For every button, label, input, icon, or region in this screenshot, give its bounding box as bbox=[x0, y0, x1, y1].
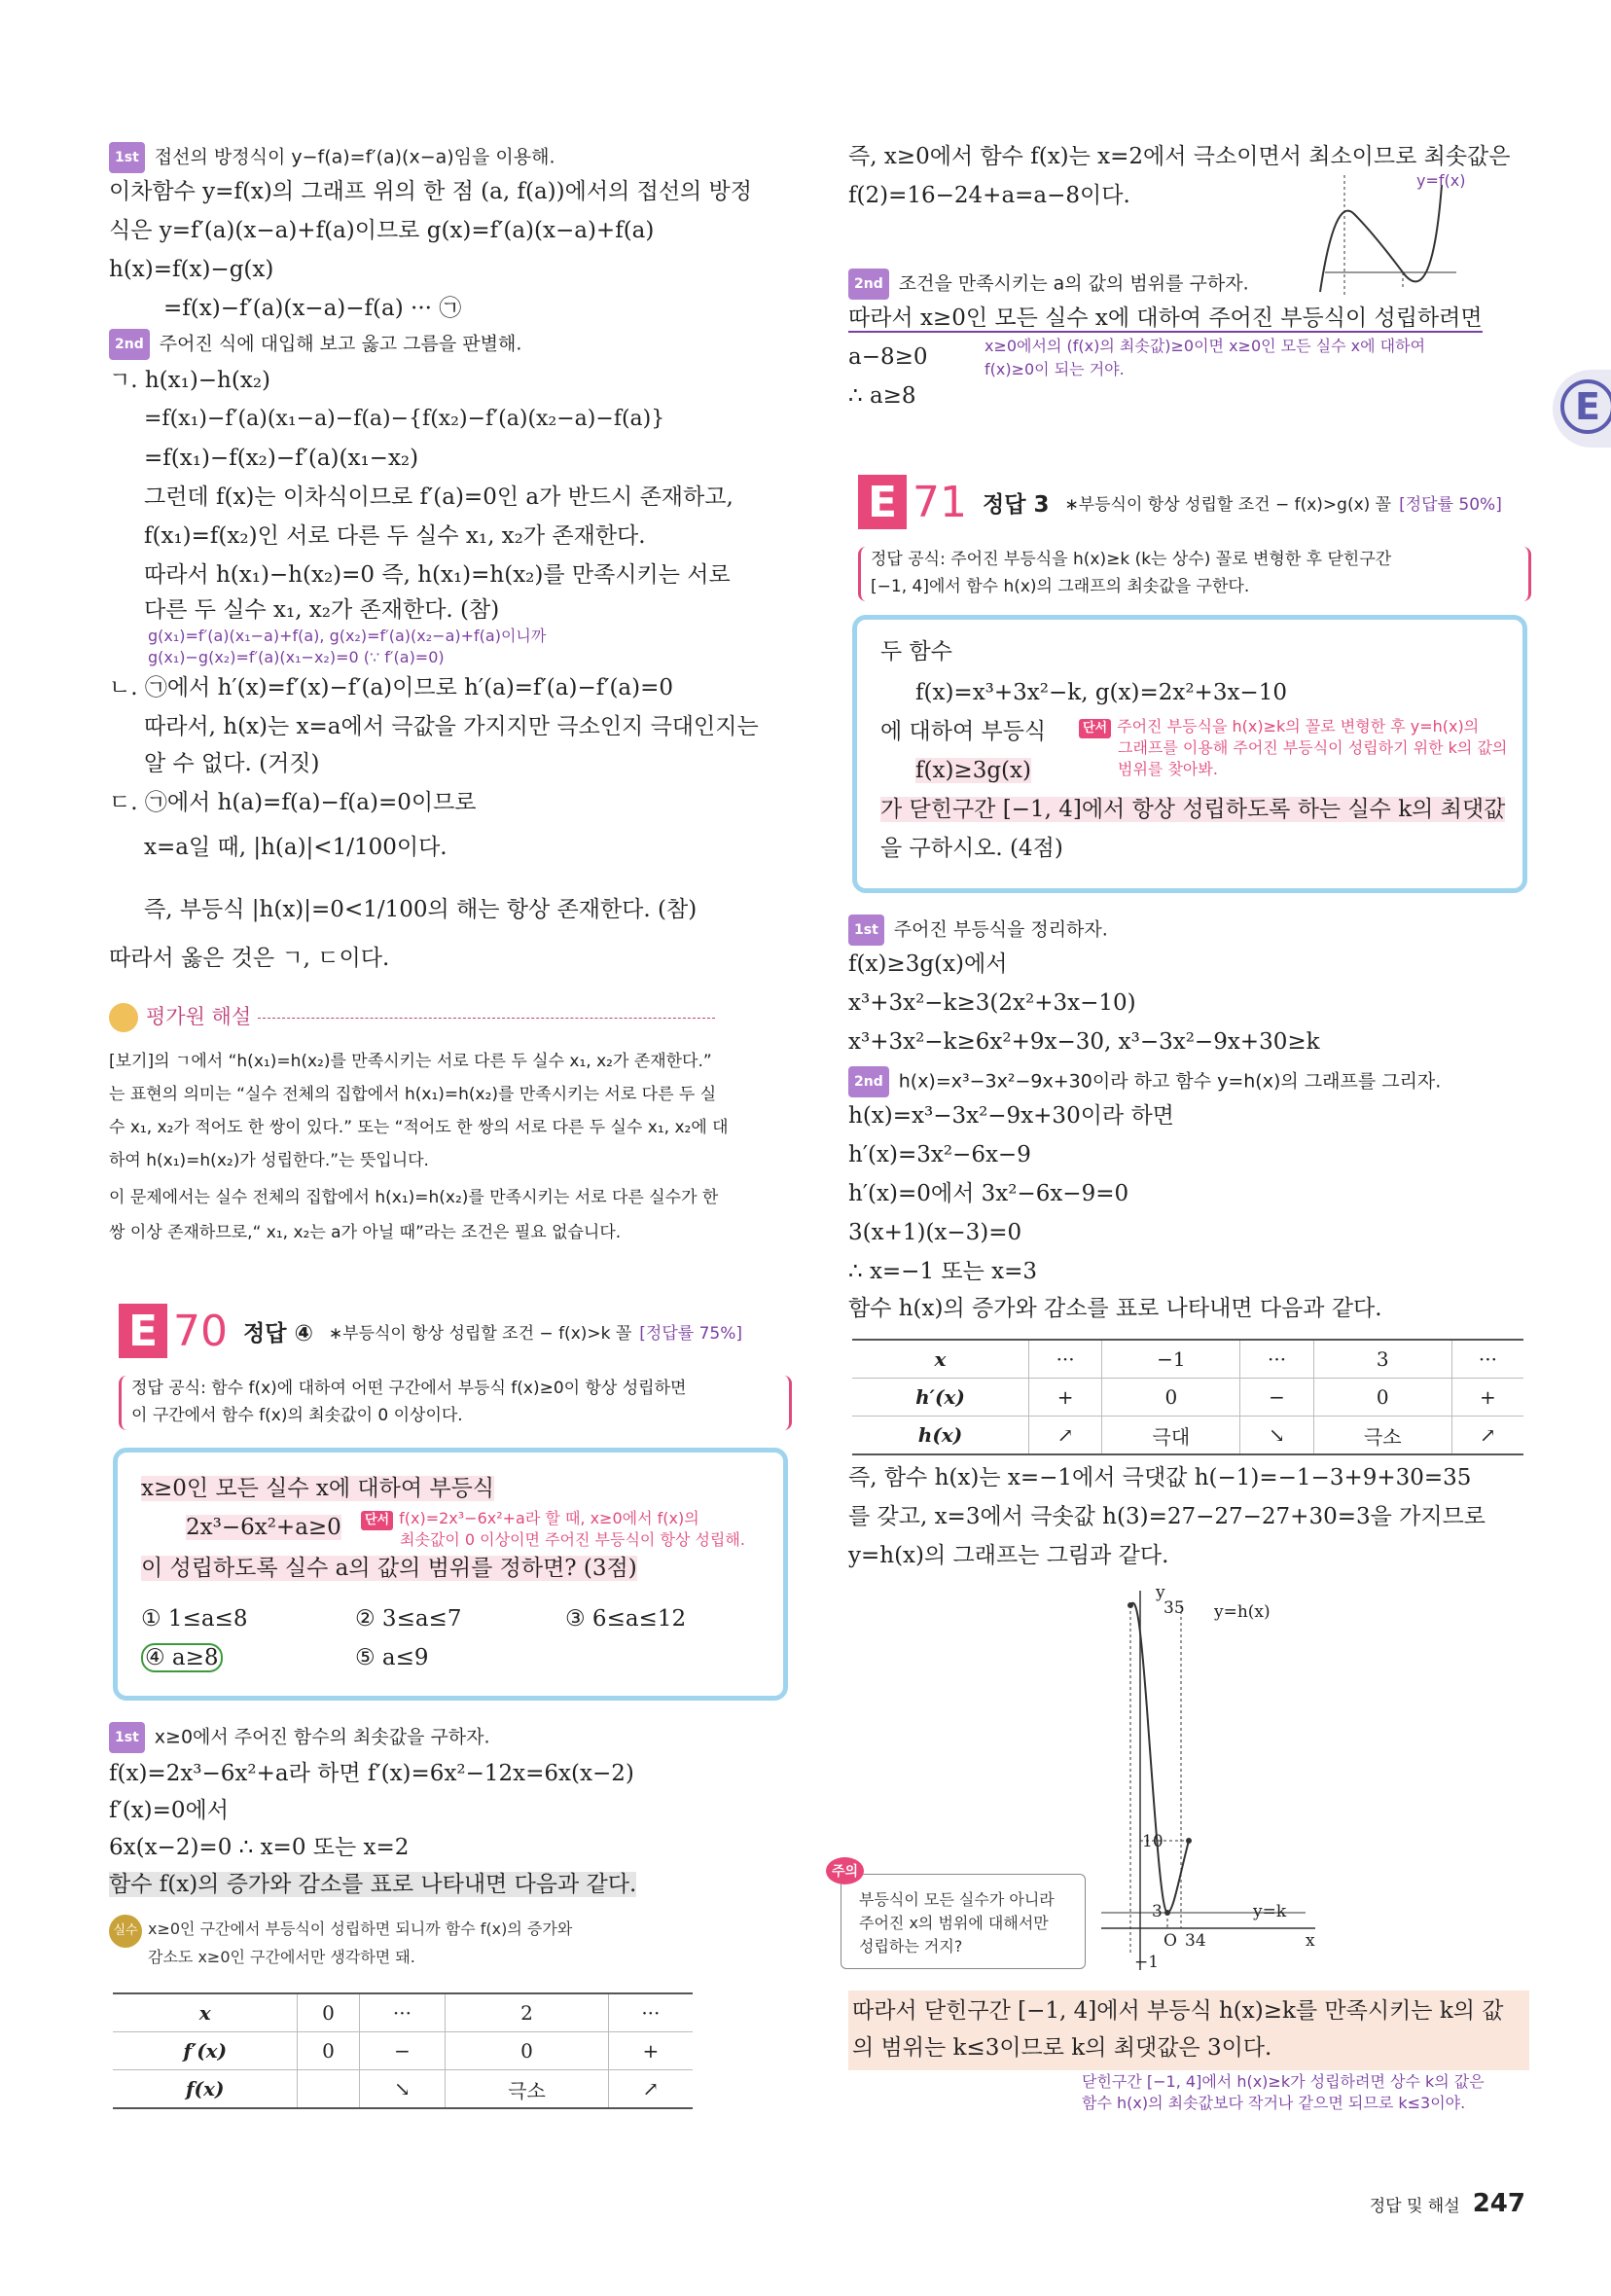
text-line: a−8≥0 bbox=[848, 344, 928, 370]
highlight-text: 함수 f(x)의 증가와 감소를 표로 나타내면 다음과 같다. bbox=[109, 1872, 637, 1897]
owl-icon bbox=[109, 1003, 138, 1032]
text-line: x³+3x²−k≥3(2x²+3x−10) bbox=[848, 990, 1136, 1016]
dan-note bbox=[361, 1509, 699, 1530]
text-line: y=h(x)의 그래프는 그림과 같다. bbox=[848, 1543, 1169, 1568]
dan-text: f(x)=2x³−6x²+a라 할 때, x≥0에서 f(x)의 bbox=[399, 1509, 699, 1527]
side-note: 닫힌구간 [−1, 4]에서 h(x)≥k가 성립하려면 상수 k의 값은 bbox=[1082, 2072, 1485, 2091]
choice[interactable]: ② 3≤a≤7 bbox=[355, 1606, 462, 1632]
line-label: y=k bbox=[1253, 1902, 1287, 1921]
table-cell: ··· bbox=[1240, 1340, 1313, 1379]
text-line: 를 갖고, x=3에서 극솟값 h(3)=27−27−27+30=3을 가지므로 bbox=[848, 1504, 1486, 1529]
text-line: =f(x₁)−f(x₂)−f′(a)(x₁−x₂) bbox=[144, 446, 419, 471]
question-line: 을 구하시오. (4점) bbox=[880, 836, 1063, 861]
table-row bbox=[113, 1993, 693, 2032]
step-badge: 2nd bbox=[848, 269, 889, 300]
step-2nd bbox=[848, 269, 1249, 300]
text-line: h′(x)=3x²−6x−9 bbox=[848, 1142, 1031, 1167]
h-graph bbox=[1101, 1586, 1335, 1975]
answer: 정답 3 bbox=[983, 491, 1050, 518]
text-line: ∴ x=−1 또는 x=3 bbox=[848, 1259, 1038, 1284]
text-line: 함수 h(x)의 증가와 감소를 표로 나타내면 다음과 같다. bbox=[848, 1296, 1382, 1321]
step-text: x≥0에서 주어진 함수의 최솟값을 구하자. bbox=[154, 1726, 490, 1748]
table-cell: − bbox=[1240, 1379, 1313, 1417]
step-1st bbox=[848, 915, 1108, 946]
table-cell: 0 bbox=[1102, 1379, 1240, 1417]
step-text: 주어진 식에 대입해 보고 옳고 그름을 판별해. bbox=[159, 333, 522, 355]
side-note: 함수 h(x)의 최솟값보다 작거나 같으면 되므로 k≤3이야. bbox=[1082, 2094, 1466, 2112]
text-line: f(x)≥3g(x)에서 bbox=[848, 951, 1008, 977]
accuracy-rate: [정답률 50%] bbox=[1399, 494, 1502, 515]
table-cell: f′(x) bbox=[183, 2039, 228, 2063]
table-cell: −1 bbox=[1102, 1340, 1240, 1379]
table-cell: 0 bbox=[298, 1993, 359, 2032]
text-line: 다른 두 실수 x₁, x₂가 존재한다. (참) bbox=[144, 597, 500, 623]
section-tab bbox=[1553, 370, 1611, 448]
caution-text: 주어진 x의 범위에 대해서만 bbox=[859, 1914, 1049, 1932]
curve-label: y=h(x) bbox=[1214, 1602, 1271, 1622]
underlined-text: 따라서 x≥0인 모든 실수 x에 대하여 주어진 부등식이 성립하려면 bbox=[848, 305, 1483, 331]
text-line: 알 수 없다. (거짓) bbox=[144, 751, 320, 776]
text-line: f(x)=2x³−6x²+a라 하면 f′(x)=6x²−12x=6x(x−2) bbox=[109, 1761, 634, 1786]
caution-badge: 주의 bbox=[826, 1857, 864, 1884]
text-line: =f(x₁)−f′(a)(x₁−a)−f(a)−{f(x₂)−f′(a)(x₂−a)−f(a)} bbox=[144, 407, 665, 431]
text-line: h′(x)=0에서 3x²−6x−9=0 bbox=[848, 1181, 1129, 1206]
hint-box bbox=[858, 547, 1531, 601]
hint-line: 이 구간에서 함수 f(x)의 최솟값이 0 이상이다. bbox=[131, 1406, 463, 1425]
text-line: =f(x)−f′(a)(x−a)−f(a) ··· ㉠ bbox=[163, 296, 462, 321]
table-row bbox=[113, 2032, 693, 2070]
text-line: 즉, 부등식 |h(x)|=0<1/100의 해는 항상 존재한다. (참) bbox=[144, 897, 698, 922]
question-text: x≥0인 모든 실수 x에 대하여 부등식 bbox=[141, 1476, 495, 1501]
text-line: 즉, x≥0에서 함수 f(x)는 x=2에서 극소이면서 최소이므로 최솟값은 bbox=[848, 144, 1511, 169]
hint-box bbox=[119, 1376, 792, 1430]
choice-correct[interactable] bbox=[141, 1643, 223, 1672]
table-cell: h′(x) bbox=[915, 1385, 965, 1409]
step-text: h(x)=x³−3x²−9x+30이라 하고 함수 y=h(x)의 그래프를 그리자. bbox=[898, 1070, 1442, 1093]
dan-note: 그래프를 이용해 주어진 부등식이 성립하기 위한 k의 값의 bbox=[1118, 738, 1508, 757]
side-note: f(x)≥0이 되는 거야. bbox=[984, 360, 1125, 378]
eval-title: 평가원 해설 bbox=[146, 1005, 252, 1028]
section-tab-letter: E bbox=[1560, 379, 1611, 434]
origin-label: O bbox=[1164, 1931, 1177, 1951]
table-cell: ··· bbox=[1451, 1340, 1523, 1379]
text-line: h(x)=f(x)−g(x) bbox=[109, 257, 274, 282]
table-cell: x bbox=[198, 2001, 211, 2025]
question-line: 에 대하여 부등식 bbox=[880, 719, 1047, 744]
text-line: h(x)=x³−3x²−9x+30이라 하면 bbox=[848, 1103, 1174, 1129]
question-line bbox=[186, 1513, 341, 1542]
table-cell: + bbox=[608, 2032, 693, 2070]
problem-number: 70 bbox=[173, 1306, 228, 1356]
side-note: x≥0에서의 (f(x)의 최솟값)≥0이면 x≥0인 모든 실수 x에 대하여 bbox=[984, 337, 1426, 355]
step-badge: 1st bbox=[109, 142, 145, 173]
table-cell: + bbox=[1451, 1379, 1523, 1417]
answer: 정답 ④ bbox=[243, 1320, 313, 1346]
text-line: x=a일 때, |h(a)|<1/100이다. bbox=[144, 835, 448, 860]
eval-heading bbox=[109, 1002, 715, 1032]
question-line bbox=[915, 756, 1031, 785]
tip-text: x≥0인 구간에서 부등식이 성립하면 되니까 함수 f(x)의 증가와 bbox=[148, 1919, 573, 1938]
problem-box bbox=[113, 1448, 788, 1701]
problem-number: 71 bbox=[913, 477, 967, 527]
text-line: 따라서 옳은 것은 ㄱ, ㄷ이다. bbox=[109, 946, 390, 971]
dan-text: 주어진 부등식을 h(x)≥k의 꼴로 변형한 후 y=h(x)의 bbox=[1117, 717, 1480, 735]
caution-box bbox=[832, 1864, 1086, 1969]
question-line: 두 함수 bbox=[880, 639, 952, 664]
question-line bbox=[880, 795, 1505, 824]
text-line: 즉, 함수 h(x)는 x=−1에서 극댓값 h(−1)=−1−3+9+30=35 bbox=[848, 1465, 1472, 1490]
problem-71-header bbox=[858, 475, 1502, 529]
tip-text: 감소도 x≥0인 구간에서만 생각하면 돼. bbox=[148, 1948, 415, 1966]
conclusion-text: 따라서 닫힌구간 [−1, 4]에서 부등식 h(x)≥k를 만족시키는 k의 값 bbox=[852, 1998, 1504, 2024]
step-2nd bbox=[848, 1066, 1441, 1097]
e-badge: E bbox=[858, 475, 907, 529]
variation-table bbox=[113, 1992, 693, 2109]
tick-label: −1 bbox=[1134, 1953, 1160, 1972]
eval-text: 이 문제에서는 실수 전체의 집합에서 h(x₁)=h(x₂)를 만족시키는 서로 다른 실수가 한 bbox=[109, 1188, 719, 1207]
text-line: 따라서, h(x)는 x=a에서 극값을 가지지만 극소인지 극대인지는 bbox=[144, 714, 759, 739]
text-line: f′(x)=0에서 bbox=[109, 1798, 229, 1823]
text-line bbox=[109, 1870, 636, 1899]
dan-note: 범위를 찾아봐. bbox=[1118, 760, 1218, 778]
caution-text: 부등식이 모든 실수가 아니라 bbox=[859, 1890, 1055, 1909]
table-row bbox=[852, 1379, 1523, 1417]
text-line: x³+3x²−k≥6x²+9x−30, x³−3x²−9x+30≥k bbox=[848, 1029, 1320, 1055]
step-1st bbox=[109, 142, 555, 173]
text-line: 그런데 f(x)는 이차식이므로 f′(a)=0인 a가 반드시 존재하고, bbox=[144, 484, 734, 510]
table-row bbox=[852, 1417, 1523, 1455]
text-line bbox=[848, 304, 1483, 333]
table-row bbox=[113, 2070, 693, 2109]
table-cell: ↗ bbox=[1451, 1417, 1523, 1455]
text-line: f(x₁)=f(x₂)인 서로 다른 두 실수 x₁, x₂가 존재한다. bbox=[144, 523, 646, 549]
text-line: ∴ a≥8 bbox=[848, 383, 916, 409]
conclusion-box bbox=[848, 1991, 1529, 2070]
table-cell: x bbox=[934, 1347, 947, 1371]
footer-section: 정답 및 해설 bbox=[1369, 2197, 1460, 2216]
topic: ∗부등식이 항상 성립할 조건 − f(x)>g(x) 꼴 bbox=[1064, 494, 1392, 515]
tick-label: 3 bbox=[1152, 1902, 1163, 1921]
step-badge: 2nd bbox=[848, 1066, 889, 1097]
dan-note bbox=[1079, 717, 1479, 738]
page-number: 247 bbox=[1472, 2189, 1525, 2218]
axis-label-x: x bbox=[1306, 1931, 1315, 1951]
table-cell: 극소 bbox=[1313, 1417, 1451, 1455]
question-line: f(x)=x³+3x²−k, g(x)=2x²+3x−10 bbox=[915, 680, 1287, 705]
e-badge: E bbox=[119, 1304, 167, 1358]
eval-text: 쌍 이상 존재하므로,“ x₁, x₂는 a가 아닐 때”라는 조건은 필요 없습니다. bbox=[109, 1223, 622, 1242]
dan-note: 최솟값이 0 이상이면 주어진 부등식이 항상 성립해. bbox=[400, 1530, 745, 1549]
problem-box bbox=[852, 615, 1527, 893]
choice[interactable]: ① 1≤a≤8 bbox=[141, 1606, 248, 1632]
step-text: 조건을 만족시키는 a의 값의 범위를 구하자. bbox=[898, 272, 1249, 295]
choice-text: ④ a≥8 bbox=[141, 1643, 223, 1672]
step-2nd bbox=[109, 329, 521, 360]
side-note: g(x₁)−g(x₂)=f′(a)(x₁−x₂)=0 (∵ f′(a)=0) bbox=[148, 648, 445, 666]
table-cell: + bbox=[1028, 1379, 1101, 1417]
question-line bbox=[141, 1554, 637, 1583]
variation-table bbox=[852, 1339, 1523, 1455]
text-line: 3(x+1)(x−3)=0 bbox=[848, 1220, 1022, 1245]
eval-text: 는 표현의 의미는 “실수 전체의 집합에서 h(x₁)=h(x₂)를 만족시키는 서로 다른 두 실 bbox=[109, 1085, 717, 1104]
table-cell: f(x) bbox=[185, 2077, 225, 2100]
step-1st bbox=[109, 1722, 490, 1753]
tip-note bbox=[109, 1915, 572, 1948]
table-cell: ↗ bbox=[608, 2070, 693, 2109]
choice[interactable]: ③ 6≤a≤12 bbox=[565, 1606, 687, 1632]
table-row bbox=[852, 1340, 1523, 1379]
conclusion-text: 의 범위는 k≤3이므로 k의 최댓값은 3이다. bbox=[852, 2035, 1272, 2061]
question-text: 2x³−6x²+a≥0 bbox=[186, 1515, 341, 1540]
table-cell: ··· bbox=[1028, 1340, 1101, 1379]
table-cell bbox=[298, 2070, 359, 2109]
table-cell: ↗ bbox=[1028, 1417, 1101, 1455]
text-line: 이차함수 y=f(x)의 그래프 위의 한 점 (a, f(a))에서의 접선의 방정 bbox=[109, 179, 752, 204]
page-footer bbox=[1370, 2189, 1525, 2218]
table-cell: 극소 bbox=[446, 2070, 608, 2109]
tick-label: 10 bbox=[1142, 1832, 1164, 1851]
dan-badge: 단서 bbox=[361, 1511, 393, 1530]
text-line: f(2)=16−24+a=a−8이다. bbox=[848, 183, 1130, 208]
eval-text: 수 x₁, x₂가 적어도 한 쌍이 있다.” 또는 “적어도 한 쌍의 서로 다른 두 실수 x₁, x₂에 대 bbox=[109, 1118, 729, 1137]
table-cell: 3 bbox=[1313, 1340, 1451, 1379]
text-line: 따라서 h(x₁)−h(x₂)=0 즉, h(x₁)=h(x₂)를 만족시키는 서로 bbox=[144, 562, 731, 588]
step-text: 주어진 부등식을 정리하자. bbox=[893, 918, 1108, 941]
text-line: ㄱ. h(x₁)−h(x₂) bbox=[109, 368, 271, 393]
table-cell: ··· bbox=[359, 1993, 446, 2032]
caution-text: 성립하는 거지? bbox=[859, 1937, 963, 1955]
table-cell: h(x) bbox=[917, 1423, 963, 1447]
choice[interactable]: ⑤ a≤9 bbox=[355, 1645, 429, 1670]
graph-label: y=f(x) bbox=[1416, 171, 1466, 190]
step-badge: 1st bbox=[848, 915, 884, 946]
table-cell: 2 bbox=[446, 1993, 608, 2032]
eval-text: [보기]의 ㄱ에서 “h(x₁)=h(x₂)를 만족시키는 서로 다른 두 실수 x₁, x₂가 존재한다.” bbox=[109, 1052, 712, 1071]
eval-text: 하여 h(x₁)=h(x₂)가 성립한다.”는 뜻입니다. bbox=[109, 1151, 429, 1170]
table-cell: ↘ bbox=[359, 2070, 446, 2109]
step-badge: 2nd bbox=[109, 329, 150, 360]
side-note: g(x₁)=f′(a)(x₁−a)+f(a), g(x₂)=f′(a)(x₂−a)+f(a)이니까 bbox=[148, 627, 547, 645]
table-cell: ↘ bbox=[1240, 1417, 1313, 1455]
accuracy-rate: [정답률 75%] bbox=[639, 1323, 743, 1344]
table-cell: 0 bbox=[1313, 1379, 1451, 1417]
table-cell: − bbox=[359, 2032, 446, 2070]
table-cell: 극대 bbox=[1102, 1417, 1240, 1455]
hint-line: [−1, 4]에서 함수 h(x)의 그래프의 최솟값을 구한다. bbox=[871, 577, 1250, 596]
question-text: f(x)≥3g(x) bbox=[915, 758, 1031, 783]
tip-badge: 실수 bbox=[109, 1915, 142, 1948]
axis-label-y: y bbox=[1156, 1583, 1165, 1602]
table-cell: 0 bbox=[446, 2032, 608, 2070]
topic: ∗부등식이 항상 성립할 조건 − f(x)>k 꼴 bbox=[328, 1323, 632, 1344]
text-line: ㄴ. ㉠에서 h′(x)=f′(x)−f′(a)이므로 h′(a)=f′(a)−f′(a)=0 bbox=[109, 675, 674, 700]
hint-line: 정답 공식: 함수 f(x)에 대하여 어떤 구간에서 부등식 f(x)≥0이 항상 성립하면 bbox=[131, 1379, 687, 1398]
text-line: ㄷ. ㉠에서 h(a)=f(a)−f(a)=0이므로 bbox=[109, 790, 477, 815]
text-line: 식은 y=f′(a)(x−a)+f(a)이므로 g(x)=f′(a)(x−a)+f(a) bbox=[109, 218, 655, 243]
text-line: 6x(x−2)=0 ∴ x=0 또는 x=2 bbox=[109, 1835, 410, 1860]
hint-line: 정답 공식: 주어진 부등식을 h(x)≥k (k는 상수) 꼴로 변형한 후 닫힌구간 bbox=[871, 550, 1392, 569]
tick-label: 35 bbox=[1164, 1598, 1185, 1618]
dan-badge: 단서 bbox=[1079, 719, 1111, 738]
table-cell: ··· bbox=[608, 1993, 693, 2032]
question-text: 가 닫힌구간 [−1, 4]에서 항상 성립하도록 하는 실수 k의 최댓값 bbox=[880, 797, 1506, 822]
question-line bbox=[141, 1474, 494, 1503]
step-text: 접선의 방정식이 y−f(a)=f′(a)(x−a)임을 이용해. bbox=[154, 146, 555, 168]
question-text: 이 성립하도록 실수 a의 값의 범위를 정하면? (3점) bbox=[141, 1556, 637, 1581]
table-cell: 0 bbox=[298, 2032, 359, 2070]
problem-70-header bbox=[119, 1304, 742, 1358]
tick-label: 34 bbox=[1185, 1931, 1206, 1951]
step-badge: 1st bbox=[109, 1722, 145, 1753]
